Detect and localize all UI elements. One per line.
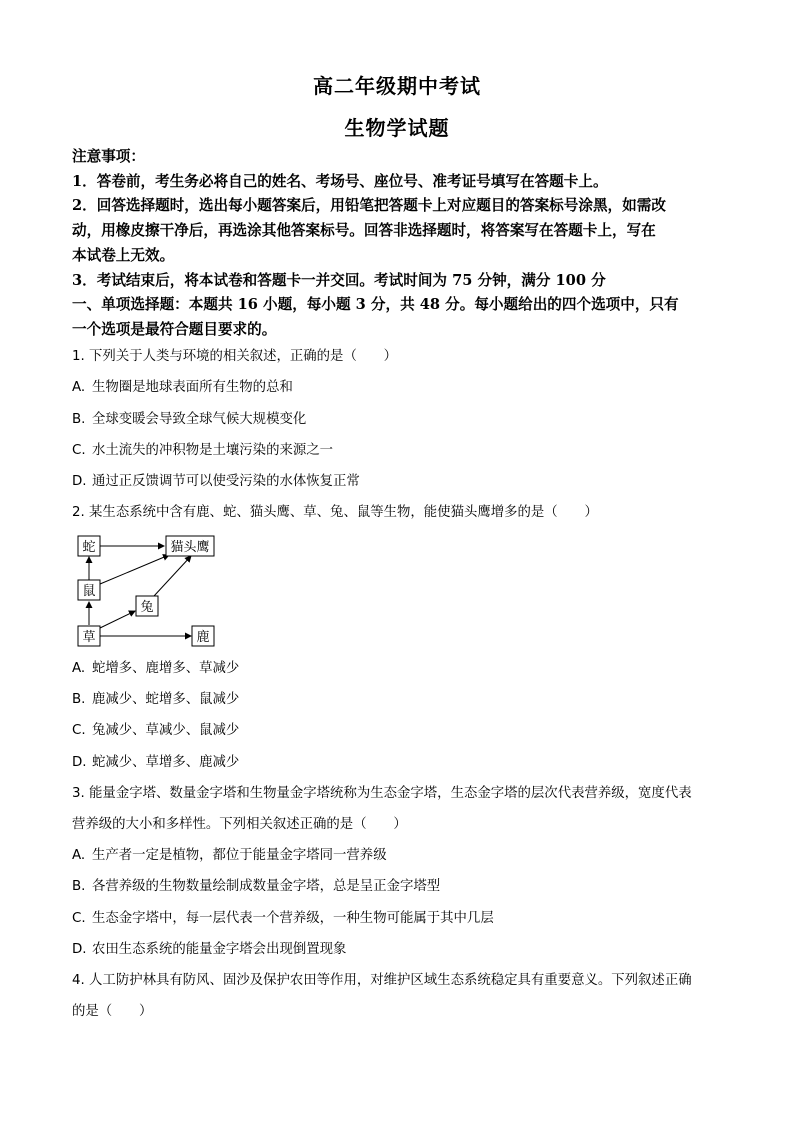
question-3-stem-line-2: 营养级的大小和多样性。下列相关叙述正确的是（ ） <box>72 817 407 832</box>
option-text: 全球变暖会导致全球气候大规模变化 <box>92 412 307 427</box>
arrow-mouse-to-owl <box>100 555 169 584</box>
arrow-grass-to-rabbit <box>100 611 135 628</box>
option-text: 各营养级的生物数量绘制成数量金字塔，总是呈正金字塔型 <box>92 879 441 894</box>
question-1-option-a[interactable] <box>72 378 293 398</box>
option-text: 水土流失的冲积物是土壤污染的来源之一 <box>92 443 334 458</box>
option-text: 通过正反馈调节可以使受污染的水体恢复正常 <box>92 474 360 489</box>
option-text: 生态金字塔中，每一层代表一个营养级，一种生物可能属于其中几层 <box>92 911 494 926</box>
label-owl: 猫头鹰 <box>170 540 210 555</box>
notice-heading: 注意事项： <box>72 148 145 165</box>
notice-item-2-line-3: 本试卷上无效。 <box>72 247 175 264</box>
question-2-stem: 2. 某生态系统中含有鹿、蛇、猫头鹰、草、兔、鼠等生物，能使猫头鹰增多的是（ ） <box>72 505 598 520</box>
option-letter: B. <box>72 879 86 894</box>
label-mouse: 鼠 <box>82 584 96 599</box>
option-text: 兔减少、草减少、鼠减少 <box>92 723 240 738</box>
question-3-stem-line-1: 3. 能量金字塔、数量金字塔和生物量金字塔统称为生态金字塔，生态金字塔的层次代表营养级，宽度代表 <box>72 786 692 801</box>
option-letter: C. <box>72 443 86 458</box>
option-text: 生产者一定是植物，都位于能量金字塔同一营养级 <box>92 848 387 863</box>
option-letter: B. <box>72 692 86 707</box>
notice-item-3: 3．考试结束后，将本试卷和答题卡一并交回。考试时间为 75 分钟，满分 100 分 <box>72 272 606 289</box>
question-2-option-a[interactable] <box>72 659 239 679</box>
notice-item-2-line-1: 2．回答选择题时，选出每小题答案后，用铅笔把答题卡上对应题目的答案标号涂黑，如需改 <box>72 197 666 214</box>
option-letter: C. <box>72 723 86 738</box>
question-3-option-b[interactable] <box>72 877 440 897</box>
option-letter: C. <box>72 911 86 926</box>
option-letter: D. <box>72 755 87 770</box>
option-letter: A. <box>72 661 86 676</box>
question-1-stem: 1. 下列关于人类与环境的相关叙述，正确的是（ ） <box>72 349 398 364</box>
option-letter: B. <box>72 412 86 427</box>
option-text: 鹿减少、蛇增多、鼠减少 <box>92 692 240 707</box>
question-2-option-c[interactable] <box>72 721 239 741</box>
exam-subtitle: 生物学试题 <box>344 116 450 140</box>
notice-item-2-line-2: 动，用橡皮擦干净后，再选涂其他答案标号。回答非选择题时，将答案写在答题卡上，写在 <box>72 222 656 239</box>
option-letter: D. <box>72 474 87 489</box>
label-grass: 草 <box>82 630 96 645</box>
question-4-stem-line-2: 的是（ ） <box>72 1004 153 1019</box>
notice-item-1: 1．答卷前，考生务必将自己的姓名、考场号、座位号、准考证号填写在答题卡上。 <box>72 173 608 190</box>
label-snake: 蛇 <box>82 540 96 555</box>
option-letter: A. <box>72 380 86 395</box>
question-1-option-c[interactable] <box>72 441 333 461</box>
arrow-rabbit-to-owl <box>154 556 191 596</box>
question-2-option-d[interactable] <box>72 753 239 773</box>
option-text: 生物圈是地球表面所有生物的总和 <box>92 380 293 395</box>
option-letter: D. <box>72 942 87 957</box>
food-web-diagram <box>74 532 224 650</box>
label-deer: 鹿 <box>196 630 210 645</box>
option-letter: A. <box>72 848 86 863</box>
question-4-stem-line-1: 4. 人工防护林具有防风、固沙及保护农田等作用，对维护区域生态系统稳定具有重要意义。下列叙述正确 <box>72 973 692 988</box>
option-text: 蛇减少、草增多、鹿减少 <box>92 755 240 770</box>
question-1-option-d[interactable] <box>72 472 360 492</box>
section-1-heading-line-2: 一个选项是最符合题目要求的。 <box>72 321 277 338</box>
question-2-option-b[interactable] <box>72 690 239 710</box>
question-3-option-a[interactable] <box>72 846 387 866</box>
option-text: 蛇增多、鹿增多、草减少 <box>92 661 240 676</box>
section-1-heading-line-1: 一、单项选择题：本题共 16 小题，每小题 3 分，共 48 分。每小题给出的四个选项中，只有 <box>72 296 679 313</box>
question-3-option-d[interactable] <box>72 940 346 960</box>
question-3-option-c[interactable] <box>72 909 494 929</box>
question-1-option-b[interactable] <box>72 410 306 430</box>
option-text: 农田生态系统的能量金字塔会出现倒置现象 <box>92 942 347 957</box>
exam-title: 高二年级期中考试 <box>313 74 481 98</box>
label-rabbit: 兔 <box>140 600 154 615</box>
